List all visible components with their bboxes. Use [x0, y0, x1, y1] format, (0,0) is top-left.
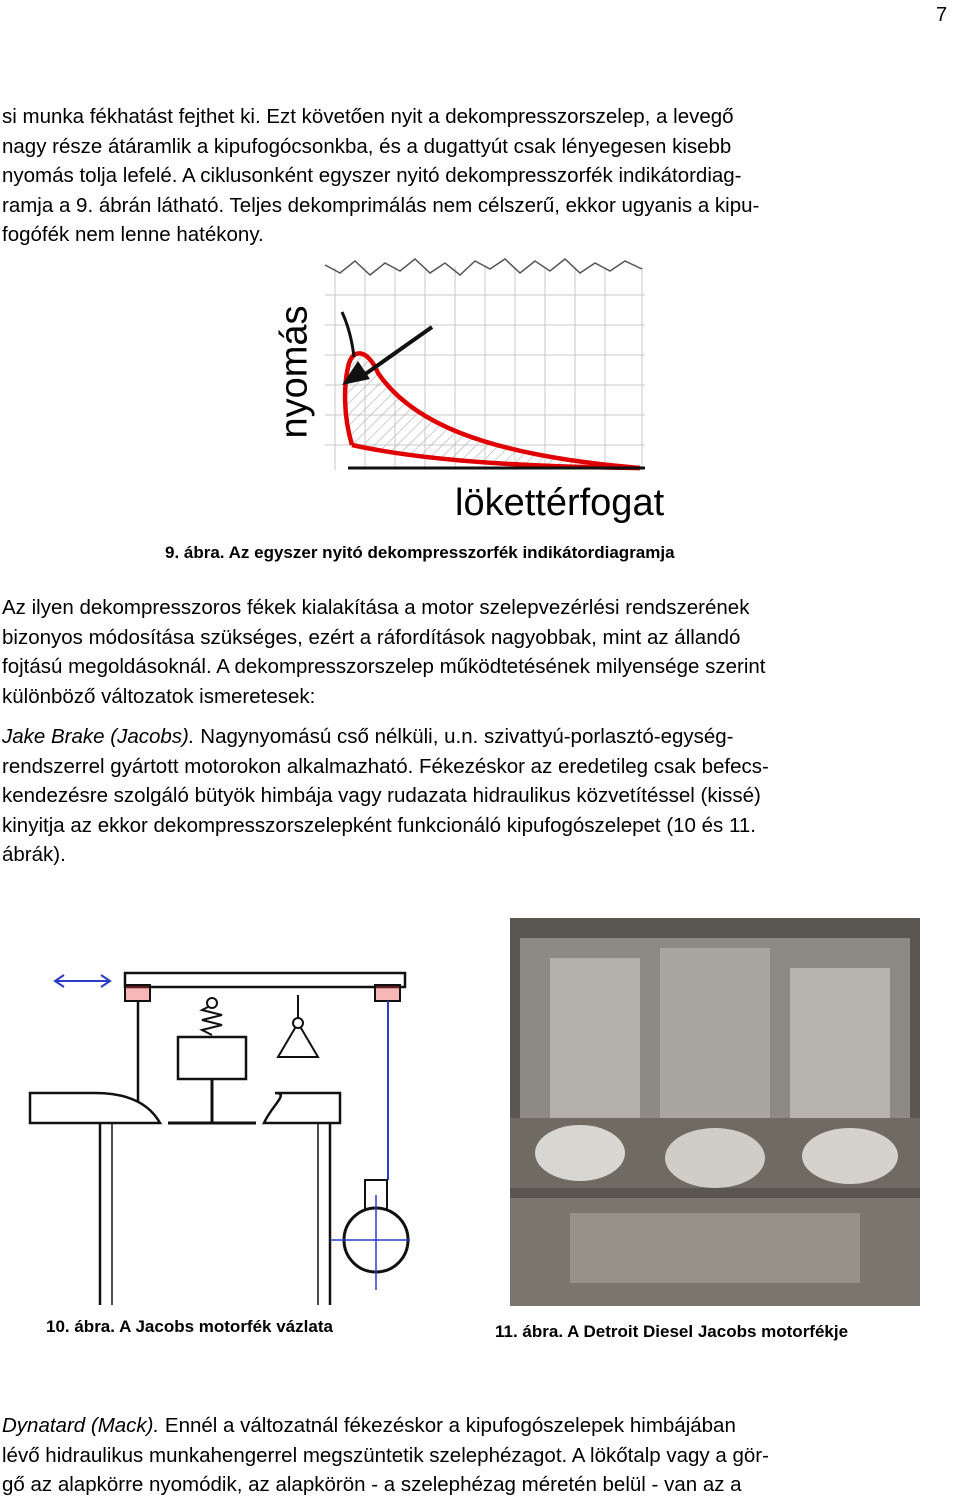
figure9-caption — [165, 543, 675, 563]
valve-spring — [202, 1005, 222, 1035]
spring-cap — [207, 998, 217, 1008]
text-line: ábrák). — [2, 843, 66, 866]
text-line: Az ilyen dekompresszoros fékek kialakítása a motor szelepvezérlési rendszerének — [2, 596, 750, 619]
text-line: bizonyos módosítása szükséges, ezért a ráfordítások nagyobbak, mint az állandó — [2, 625, 741, 649]
text-line: gő az alapkörre nyomódik, az alapkörön - a szelephézag méretén belül - van az a — [2, 1473, 742, 1496]
y-axis-label: nyomás — [273, 305, 316, 439]
text-line: nyomás tolja lefelé. A ciklusonként egyszer nyitó dekompresszorfék indikátordiag- — [2, 164, 742, 187]
engine-photo — [510, 918, 920, 1306]
double-arrow — [55, 975, 110, 987]
text-line: fogófék nem lenne hatékony. — [2, 223, 264, 246]
dynatard-term: Dynatard (Mack). — [2, 1414, 160, 1437]
text-line — [2, 722, 769, 752]
dynatard-paragraph — [2, 1411, 769, 1500]
jake-brake-term: Jake Brake (Jacobs). — [2, 725, 195, 748]
rocker-beam — [125, 973, 405, 987]
figure9-caption-text: Az egyszer nyitó dekompresszorfék indikátordiagramja — [224, 543, 675, 562]
figure10-caption — [46, 1317, 333, 1337]
text-line: fojtású megoldásoknál. A dekompresszorszelep működtetésének milyensége szerint — [2, 655, 766, 678]
text-line: ramja a 9. ábrán látható. Teljes dekomprimálás nem célszerű, ekkor ugyanis a kipu- — [2, 193, 760, 217]
jacobs-schematic — [0, 965, 420, 1310]
x-axis-label: lökettérfogat — [455, 482, 665, 524]
pivot-pin — [293, 1018, 303, 1028]
right-cylinder — [375, 985, 400, 1001]
jake-brake-paragraph — [2, 722, 769, 870]
valve-head-block — [178, 1037, 246, 1079]
text-line: lévő hidraulikus munkahengerrel megszüntetik szelephézagot. A lökőtalp vagy a gör- — [2, 1443, 769, 1467]
text-line: kendezésre szolgáló bütyök himbája vagy rudazata hidraulikus közvetítéssel (kissé) — [2, 784, 761, 807]
figure11-caption-number: 11. ábra. — [495, 1322, 564, 1341]
torn-edge — [325, 259, 642, 275]
text-fragment: Ennél a változatnál fékezéskor a kipufogószelepek himbájában — [159, 1414, 736, 1437]
left-cylinder — [125, 985, 150, 1001]
text-line: rendszerrel gyártott motorokon alkalmazható. Fékezéskor az eredetileg csak befecs- — [2, 754, 769, 778]
page-number: 7 — [936, 4, 948, 26]
figure10-caption-number: 10. ábra. — [46, 1317, 115, 1336]
text-line: si munka fékhatást fejthet ki. Ezt követően nyit a dekompresszorszelep, a levegő — [2, 105, 734, 128]
arrow-shaft — [364, 327, 432, 375]
text-line: különböző változatok ismeretesek: — [2, 684, 316, 708]
pressure-line — [342, 312, 354, 357]
figure10-caption-text: A Jacobs motorfék vázlata — [115, 1317, 333, 1336]
intro-paragraph — [2, 102, 759, 250]
text-line: nagy része átáramlik a kipufogócsonkba, és a dugattyút csak lényegesen kisebb — [2, 134, 732, 158]
paragraph-2 — [2, 593, 765, 711]
figure11-caption — [495, 1322, 848, 1342]
text-line — [2, 1411, 769, 1441]
right-port — [264, 1093, 340, 1123]
text-line: kinyitja az ekkor dekompresszorszelepként funkcionáló kipufogószelepet (10 és 11. — [2, 813, 756, 837]
figure9-caption-number: 9. ábra. — [165, 543, 225, 562]
left-port — [30, 1093, 160, 1123]
figure11-caption-text: A Detroit Diesel Jacobs motorfékje — [563, 1322, 849, 1341]
text-fragment: Nagynyomású cső nélküli, u.n. szivattyú-porlasztó-egység- — [194, 725, 734, 748]
